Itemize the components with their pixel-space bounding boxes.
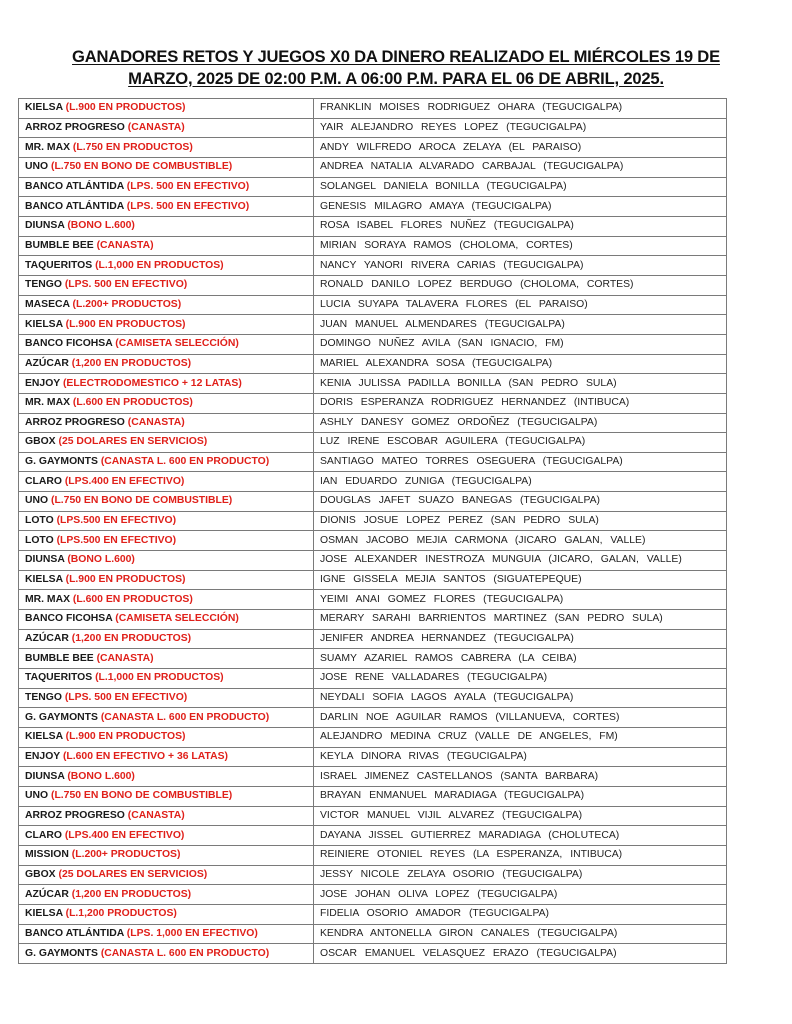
sponsor-cell xyxy=(19,629,314,649)
sponsor-name: LOTO xyxy=(25,515,54,527)
winners-table-body xyxy=(19,99,727,964)
prize-description: (25 DOLARES EN SERVICIOS) xyxy=(58,436,208,448)
winner-cell: VICTOR MANUEL VIJIL ALVAREZ (TEGUCIGALPA) xyxy=(314,806,727,826)
winner-cell: ASHLY DANESY GOMEZ ORDOÑEZ (TEGUCIGALPA) xyxy=(314,413,727,433)
prize-description: (1,200 EN PRODUCTOS) xyxy=(71,357,192,369)
prize-description: (LPS.400 EN EFECTIVO) xyxy=(64,475,185,487)
table-row xyxy=(19,806,727,826)
table-row xyxy=(19,374,727,394)
sponsor-cell xyxy=(19,826,314,846)
sponsor-cell xyxy=(19,904,314,924)
sponsor-name: ARROZ PROGRESO xyxy=(25,809,125,821)
prize-description: (LPS. 500 EN EFECTIVO) xyxy=(64,692,188,704)
table-row xyxy=(19,747,727,767)
sponsor-name: AZÚCAR xyxy=(25,633,69,645)
prize-description: (L.600 EN PRODUCTOS) xyxy=(72,593,193,605)
sponsor-cell xyxy=(19,275,314,295)
sponsor-cell xyxy=(19,433,314,453)
prize-description: (CANASTA) xyxy=(127,416,185,428)
sponsor-name: TENGO xyxy=(25,692,62,704)
winner-cell: JUAN MANUEL ALMENDARES (TEGUCIGALPA) xyxy=(314,315,727,335)
sponsor-cell xyxy=(19,610,314,630)
winner-cell: KENIA JULISSA PADILLA BONILLA (SAN PEDRO SULA) xyxy=(314,374,727,394)
sponsor-cell xyxy=(19,688,314,708)
prize-description: (CANASTA) xyxy=(96,652,154,664)
prize-description: (L.200+ PRODUCTOS) xyxy=(72,298,182,310)
sponsor-name: MASECA xyxy=(25,298,70,310)
table-row xyxy=(19,118,727,138)
winner-cell: LUCIA SUYAPA TALAVERA FLORES (EL PARAISO) xyxy=(314,295,727,315)
sponsor-name: ARROZ PROGRESO xyxy=(25,121,125,133)
prize-description: (L.600 EN EFECTIVO + 36 LATAS) xyxy=(62,750,228,762)
sponsor-cell xyxy=(19,452,314,472)
sponsor-cell xyxy=(19,236,314,256)
sponsor-cell xyxy=(19,354,314,374)
table-row xyxy=(19,295,727,315)
sponsor-name: BANCO ATLÁNTIDA xyxy=(25,180,124,192)
table-row xyxy=(19,826,727,846)
prize-description: (L.600 EN PRODUCTOS) xyxy=(72,397,193,409)
prize-description: (L.900 EN PRODUCTOS) xyxy=(65,574,186,586)
sponsor-name: GBOX xyxy=(25,868,56,880)
sponsor-cell xyxy=(19,669,314,689)
winner-cell: JENIFER ANDREA HERNANDEZ (TEGUCIGALPA) xyxy=(314,629,727,649)
table-row xyxy=(19,275,727,295)
table-row xyxy=(19,845,727,865)
sponsor-name: UNO xyxy=(25,790,51,802)
sponsor-name: AZÚCAR xyxy=(25,357,69,369)
sponsor-name: MISSION xyxy=(25,849,72,861)
sponsor-name: MR. MAX xyxy=(25,593,71,605)
sponsor-name: MR. MAX xyxy=(25,141,71,153)
sponsor-cell xyxy=(19,806,314,826)
sponsor-name: KIELSA xyxy=(25,908,63,920)
table-row xyxy=(19,492,727,512)
sponsor-cell xyxy=(19,845,314,865)
sponsor-cell xyxy=(19,865,314,885)
table-row xyxy=(19,590,727,610)
prize-description: (CAMISETA SELECCIÓN) xyxy=(115,338,239,350)
prize-description: (CANASTA) xyxy=(96,239,154,251)
sponsor-cell xyxy=(19,924,314,944)
prize-description: (L.750 EN PRODUCTOS) xyxy=(72,141,193,153)
winner-cell: JOSE JOHAN OLIVA LOPEZ (TEGUCIGALPA) xyxy=(314,885,727,905)
sponsor-name: TENGO xyxy=(25,279,62,291)
winner-cell: YAIR ALEJANDRO REYES LOPEZ (TEGUCIGALPA) xyxy=(314,118,727,138)
winner-cell: OSCAR EMANUEL VELASQUEZ ERAZO (TEGUCIGALPA) xyxy=(314,944,727,964)
prize-description: (BONO L.600) xyxy=(67,770,135,782)
sponsor-cell xyxy=(19,216,314,236)
table-row xyxy=(19,728,727,748)
winner-cell: LUZ IRENE ESCOBAR AGUILERA (TEGUCIGALPA) xyxy=(314,433,727,453)
winners-table xyxy=(18,98,727,964)
title-line-1: GANADORES RETOS Y JUEGOS X0 DA DINERO REALIZADO EL MIÉRCOLES 19 DE xyxy=(72,47,720,66)
sponsor-name: AZÚCAR xyxy=(25,888,69,900)
sponsor-name: CLARO xyxy=(25,829,62,841)
winner-cell: NANCY YANORI RIVERA CARIAS (TEGUCIGALPA) xyxy=(314,256,727,276)
sponsor-cell xyxy=(19,256,314,276)
table-row xyxy=(19,138,727,158)
prize-description: (LPS. 500 EN EFECTIVO) xyxy=(64,279,188,291)
sponsor-cell xyxy=(19,786,314,806)
table-row xyxy=(19,511,727,531)
sponsor-cell xyxy=(19,99,314,119)
sponsor-name: UNO xyxy=(25,495,51,507)
sponsor-name: DIUNSA xyxy=(25,770,65,782)
sponsor-name: KIELSA xyxy=(25,102,63,114)
winner-cell: KENDRA ANTONELLA GIRON CANALES (TEGUCIGALPA) xyxy=(314,924,727,944)
sponsor-name: BANCO ATLÁNTIDA xyxy=(25,927,124,939)
sponsor-name: BUMBLE BEE xyxy=(25,239,94,251)
sponsor-cell xyxy=(19,944,314,964)
sponsor-name: G. GAYMONTS xyxy=(25,711,98,723)
prize-description: (L.750 EN BONO DE COMBUSTIBLE) xyxy=(50,161,233,173)
prize-description: (L.1,000 EN PRODUCTOS) xyxy=(95,672,224,684)
winner-cell: IAN EDUARDO ZUNIGA (TEGUCIGALPA) xyxy=(314,472,727,492)
prize-description: (LPS. 500 EN EFECTIVO) xyxy=(126,200,250,212)
sponsor-cell xyxy=(19,767,314,787)
sponsor-cell xyxy=(19,472,314,492)
table-row xyxy=(19,256,727,276)
prize-description: (1,200 EN PRODUCTOS) xyxy=(71,888,192,900)
winner-cell: ISRAEL JIMENEZ CASTELLANOS (SANTA BARBARA) xyxy=(314,767,727,787)
sponsor-cell xyxy=(19,295,314,315)
sponsor-name: ENJOY xyxy=(25,750,61,762)
prize-description: (CANASTA L. 600 EN PRODUCTO) xyxy=(100,456,270,468)
winner-cell: SOLANGEL DANIELA BONILLA (TEGUCIGALPA) xyxy=(314,177,727,197)
sponsor-name: DIUNSA xyxy=(25,554,65,566)
prize-description: (L.900 EN PRODUCTOS) xyxy=(65,318,186,330)
table-row xyxy=(19,334,727,354)
prize-description: (CANASTA) xyxy=(127,121,185,133)
sponsor-cell xyxy=(19,728,314,748)
prize-description: (LPS.500 EN EFECTIVO) xyxy=(56,515,177,527)
sponsor-name: KIELSA xyxy=(25,731,63,743)
sponsor-cell xyxy=(19,177,314,197)
table-row xyxy=(19,315,727,335)
prize-description: (CANASTA) xyxy=(127,809,185,821)
sponsor-name: BANCO FICOHSA xyxy=(25,338,113,350)
table-row xyxy=(19,669,727,689)
table-row xyxy=(19,944,727,964)
prize-description: (CAMISETA SELECCIÓN) xyxy=(115,613,239,625)
sponsor-name: TAQUERITOS xyxy=(25,672,93,684)
sponsor-cell xyxy=(19,197,314,217)
table-row xyxy=(19,688,727,708)
sponsor-name: DIUNSA xyxy=(25,220,65,232)
table-row xyxy=(19,177,727,197)
winner-cell: BRAYAN ENMANUEL MARADIAGA (TEGUCIGALPA) xyxy=(314,786,727,806)
prize-description: (BONO L.600) xyxy=(67,554,135,566)
table-row xyxy=(19,354,727,374)
winner-cell: ANDY WILFREDO AROCA ZELAYA (EL PARAISO) xyxy=(314,138,727,158)
winner-cell: ROSA ISABEL FLORES NUÑEZ (TEGUCIGALPA) xyxy=(314,216,727,236)
sponsor-name: ENJOY xyxy=(25,377,61,389)
document-title xyxy=(0,46,792,90)
sponsor-name: LOTO xyxy=(25,534,54,546)
sponsor-cell xyxy=(19,374,314,394)
sponsor-cell xyxy=(19,570,314,590)
prize-description: (L.750 EN BONO DE COMBUSTIBLE) xyxy=(50,790,233,802)
prize-description: (L.1,000 EN PRODUCTOS) xyxy=(95,259,224,271)
sponsor-cell xyxy=(19,393,314,413)
winner-cell: KEYLA DINORA RIVAS (TEGUCIGALPA) xyxy=(314,747,727,767)
sponsor-name: MR. MAX xyxy=(25,397,71,409)
sponsor-name: BUMBLE BEE xyxy=(25,652,94,664)
table-row xyxy=(19,433,727,453)
sponsor-name: TAQUERITOS xyxy=(25,259,93,271)
prize-description: (CANASTA L. 600 EN PRODUCTO) xyxy=(100,947,270,959)
winner-cell: RONALD DANILO LOPEZ BERDUGO (CHOLOMA, CORTES) xyxy=(314,275,727,295)
sponsor-cell xyxy=(19,138,314,158)
table-row xyxy=(19,216,727,236)
prize-description: (1,200 EN PRODUCTOS) xyxy=(71,633,192,645)
table-row xyxy=(19,904,727,924)
title-line-2: MARZO, 2025 DE 02:00 P.M. A 06:00 P.M. PARA EL 06 DE ABRIL, 2025. xyxy=(128,69,664,88)
sponsor-cell xyxy=(19,531,314,551)
winner-cell: DORIS ESPERANZA RODRIGUEZ HERNANDEZ (INTIBUCA) xyxy=(314,393,727,413)
winner-cell: ALEJANDRO MEDINA CRUZ (VALLE DE ANGELES, FM) xyxy=(314,728,727,748)
sponsor-name: KIELSA xyxy=(25,318,63,330)
winner-cell: JESSY NICOLE ZELAYA OSORIO (TEGUCIGALPA) xyxy=(314,865,727,885)
prize-description: (L.900 EN PRODUCTOS) xyxy=(65,102,186,114)
table-row xyxy=(19,393,727,413)
sponsor-cell xyxy=(19,315,314,335)
winner-cell: ANDREA NATALIA ALVARADO CARBAJAL (TEGUCIGALPA) xyxy=(314,157,727,177)
table-row xyxy=(19,236,727,256)
winner-cell: NEYDALI SOFIA LAGOS AYALA (TEGUCIGALPA) xyxy=(314,688,727,708)
table-row xyxy=(19,157,727,177)
prize-description: (L.750 EN BONO DE COMBUSTIBLE) xyxy=(50,495,233,507)
winner-cell: FIDELIA OSORIO AMADOR (TEGUCIGALPA) xyxy=(314,904,727,924)
prize-description: (ELECTRODOMESTICO + 12 LATAS) xyxy=(62,377,242,389)
table-row xyxy=(19,708,727,728)
table-row xyxy=(19,610,727,630)
table-row xyxy=(19,413,727,433)
winner-cell: YEIMI ANAI GOMEZ FLORES (TEGUCIGALPA) xyxy=(314,590,727,610)
table-row xyxy=(19,767,727,787)
prize-description: (LPS.500 EN EFECTIVO) xyxy=(56,534,177,546)
prize-description: (L.1,200 PRODUCTOS) xyxy=(65,908,177,920)
table-row xyxy=(19,570,727,590)
sponsor-name: GBOX xyxy=(25,436,56,448)
winner-cell: SUAMY AZARIEL RAMOS CABRERA (LA CEIBA) xyxy=(314,649,727,669)
winner-cell: JOSE ALEXANDER INESTROZA MUNGUIA (JICARO, GALAN, VALLE) xyxy=(314,551,727,571)
sponsor-name: G. GAYMONTS xyxy=(25,456,98,468)
prize-description: (25 DOLARES EN SERVICIOS) xyxy=(58,868,208,880)
sponsor-name: UNO xyxy=(25,161,51,173)
sponsor-name: CLARO xyxy=(25,475,62,487)
winner-cell: JOSE RENE VALLADARES (TEGUCIGALPA) xyxy=(314,669,727,689)
sponsor-cell xyxy=(19,157,314,177)
sponsor-cell xyxy=(19,708,314,728)
sponsor-cell xyxy=(19,413,314,433)
prize-description: (BONO L.600) xyxy=(67,220,135,232)
winner-cell: DAYANA JISSEL GUTIERREZ MARADIAGA (CHOLUTECA) xyxy=(314,826,727,846)
table-row xyxy=(19,531,727,551)
table-row xyxy=(19,452,727,472)
winner-cell: GENESIS MILAGRO AMAYA (TEGUCIGALPA) xyxy=(314,197,727,217)
winner-cell: IGNE GISSELA MEJIA SANTOS (SIGUATEPEQUE) xyxy=(314,570,727,590)
sponsor-name: ARROZ PROGRESO xyxy=(25,416,125,428)
prize-description: (L.900 EN PRODUCTOS) xyxy=(65,731,186,743)
sponsor-name: KIELSA xyxy=(25,574,63,586)
prize-description: (CANASTA L. 600 EN PRODUCTO) xyxy=(100,711,270,723)
sponsor-name: BANCO FICOHSA xyxy=(25,613,113,625)
table-row xyxy=(19,99,727,119)
table-row xyxy=(19,924,727,944)
table-row xyxy=(19,649,727,669)
winner-cell: MERARY SARAHI BARRIENTOS MARTINEZ (SAN PEDRO SULA) xyxy=(314,610,727,630)
sponsor-cell xyxy=(19,649,314,669)
winner-cell: DARLIN NOE AGUILAR RAMOS (VILLANUEVA, CORTES) xyxy=(314,708,727,728)
winner-cell: FRANKLIN MOISES RODRIGUEZ OHARA (TEGUCIGALPA) xyxy=(314,99,727,119)
winner-cell: MARIEL ALEXANDRA SOSA (TEGUCIGALPA) xyxy=(314,354,727,374)
sponsor-cell xyxy=(19,511,314,531)
prize-description: (LPS. 1,000 EN EFECTIVO) xyxy=(126,927,258,939)
sponsor-cell xyxy=(19,334,314,354)
table-row xyxy=(19,629,727,649)
winner-cell: DOMINGO NUÑEZ AVILA (SAN IGNACIO, FM) xyxy=(314,334,727,354)
sponsor-cell xyxy=(19,118,314,138)
winner-cell: OSMAN JACOBO MEJIA CARMONA (JICARO GALAN, VALLE) xyxy=(314,531,727,551)
table-row xyxy=(19,472,727,492)
prize-description: (L.200+ PRODUCTOS) xyxy=(71,849,181,861)
sponsor-cell xyxy=(19,885,314,905)
winner-cell: DOUGLAS JAFET SUAZO BANEGAS (TEGUCIGALPA) xyxy=(314,492,727,512)
sponsor-name: BANCO ATLÁNTIDA xyxy=(25,200,124,212)
table-row xyxy=(19,885,727,905)
winner-cell: DIONIS JOSUE LOPEZ PEREZ (SAN PEDRO SULA) xyxy=(314,511,727,531)
prize-description: (LPS.400 EN EFECTIVO) xyxy=(64,829,185,841)
sponsor-name: G. GAYMONTS xyxy=(25,947,98,959)
winner-cell: REINIERE OTONIEL REYES (LA ESPERANZA, INTIBUCA) xyxy=(314,845,727,865)
table-row xyxy=(19,786,727,806)
sponsor-cell xyxy=(19,551,314,571)
table-row xyxy=(19,551,727,571)
sponsor-cell xyxy=(19,590,314,610)
table-row xyxy=(19,197,727,217)
sponsor-cell xyxy=(19,492,314,512)
winner-cell: MIRIAN SORAYA RAMOS (CHOLOMA, CORTES) xyxy=(314,236,727,256)
prize-description: (LPS. 500 EN EFECTIVO) xyxy=(126,180,250,192)
sponsor-cell xyxy=(19,747,314,767)
winner-cell: SANTIAGO MATEO TORRES OSEGUERA (TEGUCIGALPA) xyxy=(314,452,727,472)
table-row xyxy=(19,865,727,885)
